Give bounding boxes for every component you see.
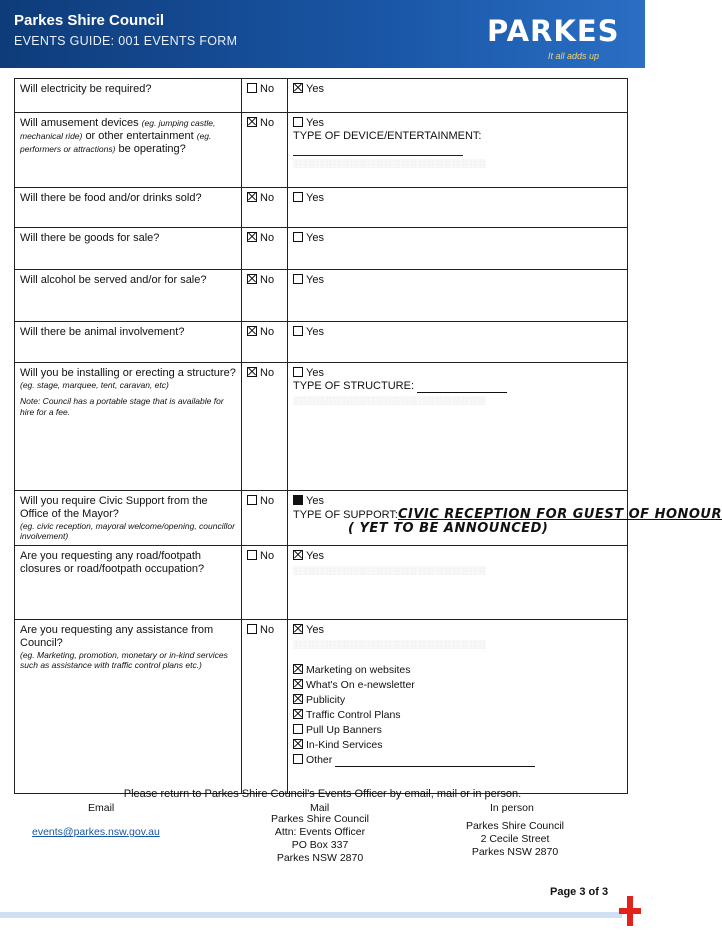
checkbox-icon[interactable] bbox=[293, 754, 303, 764]
question-animals: Will there be animal involvement? bbox=[15, 322, 242, 363]
checkbox-checked-icon[interactable] bbox=[247, 117, 257, 127]
checkbox-checked-icon[interactable] bbox=[293, 550, 303, 560]
other-entry-line[interactable] bbox=[335, 757, 535, 767]
yes-option[interactable]: Yes TYPE OF STRUCTURE: ░░░░░░░░░░░░░░░░░░░░░░░░░░░░░░░░░░ bbox=[288, 363, 628, 491]
in-person-heading: In person bbox=[490, 802, 534, 814]
service-pull-up-banners[interactable]: Pull Up Banners bbox=[293, 724, 622, 737]
service-enewsletter[interactable]: What's On e-newsletter bbox=[293, 679, 622, 692]
row-civic-support bbox=[15, 491, 628, 546]
handwritten-support-text: CIVIC RECEPTION FOR GUEST OF HONOUR bbox=[397, 507, 722, 522]
in-person-address: Parkes Shire Council 2 Cecile Street Parkes NSW 2870 bbox=[465, 820, 565, 858]
no-option[interactable]: No bbox=[242, 322, 288, 363]
yes-option[interactable]: Yes bbox=[288, 322, 628, 363]
type-of-device-label: TYPE OF DEVICE/ENTERTAINMENT: bbox=[293, 130, 482, 142]
checkbox-filled-icon[interactable] bbox=[293, 495, 303, 505]
checkbox-checked-icon[interactable] bbox=[293, 694, 303, 704]
yes-option[interactable]: Yes bbox=[288, 188, 628, 228]
checkbox-icon[interactable] bbox=[247, 624, 257, 634]
no-option[interactable]: No bbox=[242, 620, 288, 794]
no-option[interactable]: No bbox=[242, 113, 288, 188]
no-option[interactable]: No bbox=[242, 188, 288, 228]
page-header bbox=[0, 0, 645, 68]
events-email-link[interactable]: events@parkes.nsw.gov.au bbox=[32, 826, 160, 838]
no-option[interactable]: No bbox=[242, 270, 288, 322]
question-road-closures: Are you requesting any road/footpath closures or road/footpath occupation? bbox=[15, 546, 242, 620]
type-of-support-label: TYPE OF SUPPORT: bbox=[293, 509, 398, 521]
logo-tagline: It all adds up bbox=[548, 51, 600, 61]
yes-option[interactable]: Yes TYPE OF DEVICE/ENTERTAINMENT: ░░░░░░░░░░░░░░░░░░░░░░░░░░░░░░░░░░ bbox=[288, 113, 628, 188]
row-electricity bbox=[15, 79, 628, 113]
checkbox-checked-icon[interactable] bbox=[293, 739, 303, 749]
checkbox-icon[interactable] bbox=[293, 367, 303, 377]
question-goods: Will there be goods for sale? bbox=[15, 228, 242, 270]
yes-option[interactable]: Yes ░░░░░░░░░░░░░░░░░░░░░░░░░░░░░░░░░░ Marketing on websites What's On e-newsletter Publicity Traffic Control Plans Pull Up Banners In-Kind Services Other bbox=[288, 620, 628, 794]
service-traffic-control[interactable]: Traffic Control Plans bbox=[293, 709, 622, 722]
device-entry-line[interactable] bbox=[293, 143, 463, 156]
service-in-kind[interactable]: In-Kind Services bbox=[293, 739, 622, 752]
question-food: Will there be food and/or drinks sold? bbox=[15, 188, 242, 228]
checkbox-checked-icon[interactable] bbox=[247, 367, 257, 377]
email-heading: Email bbox=[88, 802, 115, 814]
footer-bar bbox=[0, 912, 622, 918]
structure-entry-line[interactable] bbox=[417, 383, 507, 393]
faint-guidance-text: ░░░░░░░░░░░░░░░░░░░░░░░░░░░░░░░░░░ bbox=[293, 159, 486, 168]
service-publicity[interactable]: Publicity bbox=[293, 694, 622, 707]
question-council-assistance: Are you requesting any assistance from Council? (eg. Marketing, promotion, monetary or in-kind services such as assistance with traffic control plans etc.) bbox=[15, 620, 242, 794]
question-amusement: Will amusement devices (eg. jumping castle, mechanical ride) or other entertainment (eg. performers or attractions) be operating? bbox=[15, 113, 242, 188]
checkbox-icon[interactable] bbox=[293, 192, 303, 202]
no-option[interactable]: No bbox=[242, 228, 288, 270]
yes-option[interactable]: Yes ░░░░░░░░░░░░░░░░░░░░░░░░░░░░░░░░░░ bbox=[288, 546, 628, 620]
service-other[interactable]: Other bbox=[293, 754, 622, 767]
yes-option[interactable]: Yes bbox=[288, 270, 628, 322]
service-marketing[interactable]: Marketing on websites bbox=[293, 664, 622, 677]
faint-guidance-text: ░░░░░░░░░░░░░░░░░░░░░░░░░░░░░░░░░░ bbox=[293, 640, 486, 649]
checkbox-icon[interactable] bbox=[293, 326, 303, 336]
header-title: Parkes Shire Council bbox=[14, 12, 165, 29]
checkbox-checked-icon[interactable] bbox=[247, 326, 257, 336]
stage-hire-note: Note: Council has a portable stage that is available for hire for a fee. bbox=[20, 396, 224, 417]
checkbox-checked-icon[interactable] bbox=[247, 274, 257, 284]
row-animals bbox=[15, 322, 628, 363]
faint-guidance-text: ░░░░░░░░░░░░░░░░░░░░░░░░░░░░░░░░░░ bbox=[293, 566, 486, 575]
faint-guidance-text: ░░░░░░░░░░░░░░░░░░░░░░░░░░░░░░░░░░ bbox=[293, 396, 486, 405]
mail-address: Parkes Shire Council Attn: Events Officer PO Box 337 Parkes NSW 2870 bbox=[270, 813, 370, 864]
no-option[interactable]: No bbox=[242, 546, 288, 620]
row-amusement bbox=[15, 113, 628, 188]
checkbox-checked-icon[interactable] bbox=[293, 624, 303, 634]
yes-option[interactable]: Yes bbox=[288, 228, 628, 270]
checkbox-icon[interactable] bbox=[247, 550, 257, 560]
handwritten-support-note: ( YET TO BE ANNOUNCED) bbox=[348, 521, 549, 536]
row-road-closures bbox=[15, 546, 628, 620]
checkbox-icon[interactable] bbox=[293, 274, 303, 284]
red-cross-icon bbox=[619, 896, 641, 926]
mail-heading: Mail bbox=[310, 802, 330, 814]
return-instructions: Please return to Parkes Shire Council's Events Officer by email, mail or in person. bbox=[123, 788, 522, 800]
row-council-assistance bbox=[15, 620, 628, 794]
events-form-table bbox=[14, 78, 722, 794]
row-food bbox=[15, 188, 628, 228]
checkbox-checked-icon[interactable] bbox=[247, 232, 257, 242]
type-of-structure-label: TYPE OF STRUCTURE: bbox=[293, 380, 415, 392]
question-structure: Will you be installing or erecting a structure? (eg. stage, marquee, tent, caravan, etc) Note: Council has a portable stage that is available for hire for a fee. bbox=[15, 363, 242, 491]
checkbox-checked-icon[interactable] bbox=[293, 709, 303, 719]
header-subtitle: EVENTS GUIDE: 001 EVENTS FORM bbox=[14, 34, 238, 48]
checkbox-icon[interactable] bbox=[293, 724, 303, 734]
no-option[interactable]: No bbox=[242, 79, 288, 113]
no-option[interactable]: No bbox=[242, 363, 288, 491]
row-alcohol bbox=[15, 270, 628, 322]
checkbox-icon[interactable] bbox=[247, 495, 257, 505]
checkbox-checked-icon[interactable] bbox=[247, 192, 257, 202]
question-civic-support: Will you require Civic Support from the Office of the Mayor? (eg. civic reception, mayoral welcome/opening, councillor involvement) bbox=[15, 491, 242, 546]
yes-option[interactable]: Yes bbox=[288, 79, 628, 113]
checkbox-icon[interactable] bbox=[247, 83, 257, 93]
checkbox-checked-icon[interactable] bbox=[293, 679, 303, 689]
row-goods bbox=[15, 228, 628, 270]
checkbox-checked-icon[interactable] bbox=[293, 83, 303, 93]
page-number: Page 3 of 3 bbox=[550, 886, 609, 898]
checkbox-icon[interactable] bbox=[293, 232, 303, 242]
no-option[interactable]: No bbox=[242, 491, 288, 546]
checkbox-checked-icon[interactable] bbox=[293, 664, 303, 674]
row-structure bbox=[15, 363, 628, 491]
checkbox-icon[interactable] bbox=[293, 117, 303, 127]
question-electricity: Will electricity be required? bbox=[15, 79, 242, 113]
yes-option[interactable]: Yes TYPE OF SUPPORT:CIVIC RECEPTION FOR GUEST OF HONOUR ( YET TO BE ANNOUNCED) bbox=[288, 491, 628, 546]
parkes-logo: PARKES bbox=[487, 14, 620, 48]
question-alcohol: Will alcohol be served and/or for sale? bbox=[15, 270, 242, 322]
